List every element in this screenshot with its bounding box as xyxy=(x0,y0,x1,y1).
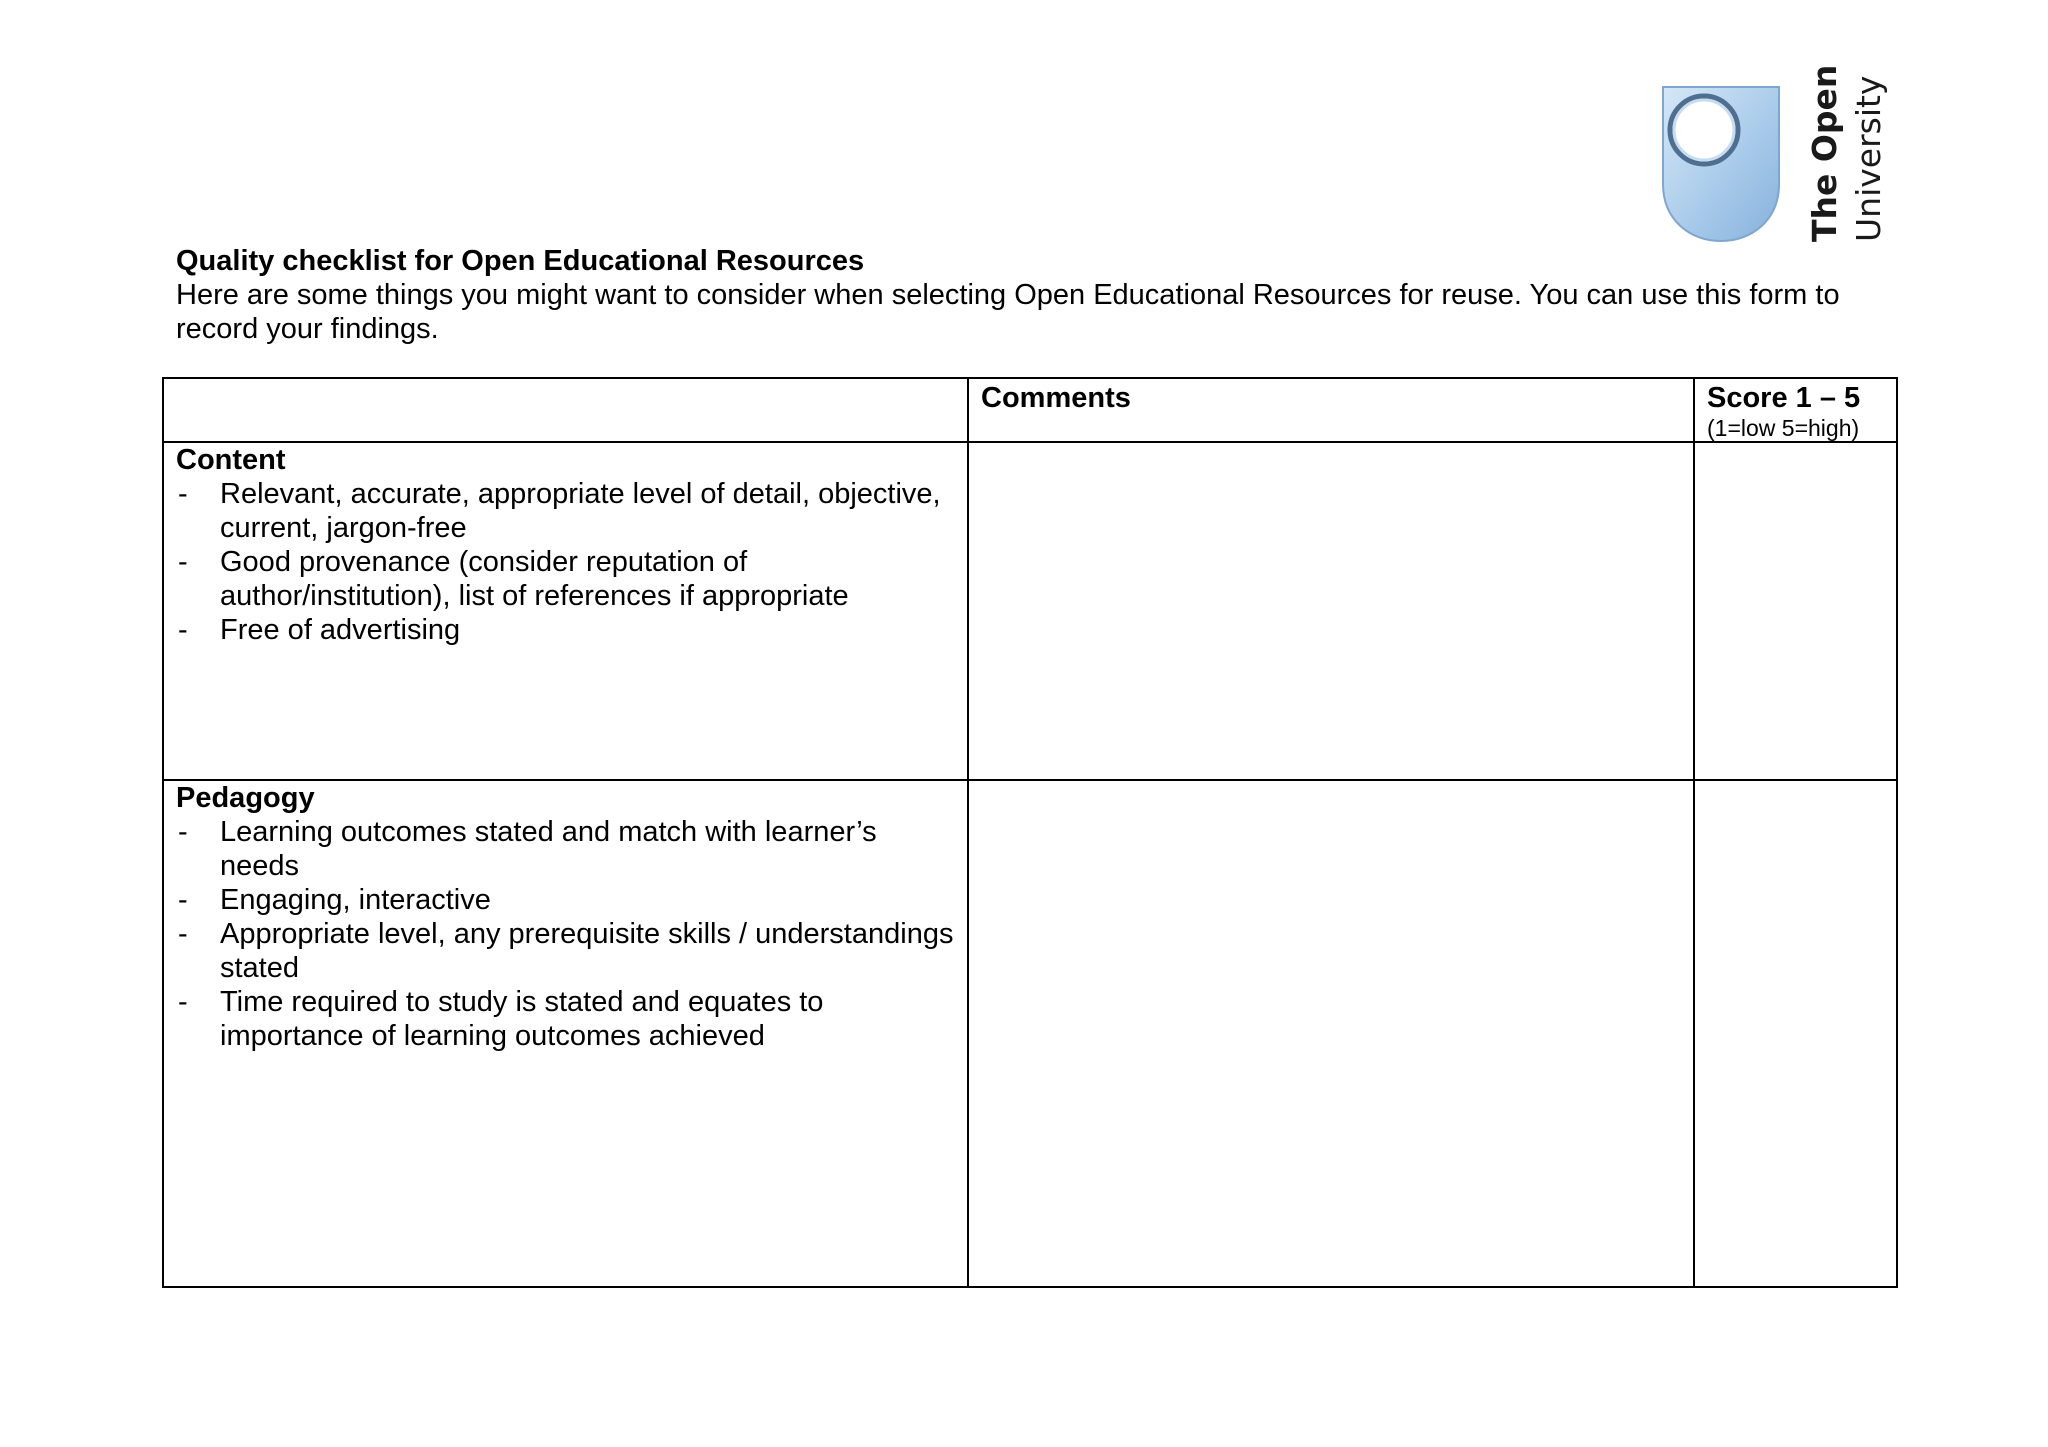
score-header-cell xyxy=(1694,378,1897,442)
criteria-header-cell xyxy=(163,378,968,442)
list-item: - Time required to study is stated and equates to importance of learning outcomes achieved xyxy=(176,985,955,1053)
document-intro: Here are some things you might want to consider when selecting Open Educational Resources for reuse. You can use this form to record your findings. xyxy=(176,279,1840,345)
logo-text-line-1: The Open xyxy=(1805,64,1844,242)
comments-cell-content[interactable] xyxy=(968,442,1694,780)
list-item: - Appropriate level, any prerequisite skills / understandings stated xyxy=(176,917,955,985)
list-item: - Engaging, interactive xyxy=(176,883,955,917)
list-item: - Relevant, accurate, appropriate level of detail, objective, current, jargon-free xyxy=(176,477,955,545)
section-title-content: Content xyxy=(176,444,286,476)
comments-header-cell: Comments xyxy=(968,378,1694,442)
score-header-label: Score 1 – 5 xyxy=(1707,382,1861,414)
shield-ring xyxy=(1670,96,1738,164)
list-item: - Good provenance (consider reputation of author/institution), list of references if appropriate xyxy=(176,545,955,613)
section-title-pedagogy: Pedagogy xyxy=(176,782,315,814)
table-row-pedagogy xyxy=(163,780,1897,1287)
criteria-cell-pedagogy xyxy=(163,780,968,1287)
score-cell-content[interactable] xyxy=(1694,442,1897,780)
criteria-cell-content xyxy=(163,442,968,780)
document-title: Quality checklist for Open Educational Resources xyxy=(176,245,865,277)
logo-text-line-2: University xyxy=(1849,75,1888,242)
table-row-content xyxy=(163,442,1897,780)
comments-cell-pedagogy[interactable] xyxy=(968,780,1694,1287)
quality-checklist-table xyxy=(162,377,1898,1288)
list-item: - Free of advertising xyxy=(176,613,955,647)
criteria-list-content xyxy=(176,477,955,647)
table-header-row xyxy=(163,378,1897,442)
score-header-hint: (1=low 5=high) xyxy=(1707,415,1860,441)
logo-wordmark xyxy=(1805,64,1888,242)
score-cell-pedagogy[interactable] xyxy=(1694,780,1897,1287)
list-item: - Learning outcomes stated and match with learner’s needs xyxy=(176,815,955,883)
criteria-list-pedagogy xyxy=(176,815,955,1053)
